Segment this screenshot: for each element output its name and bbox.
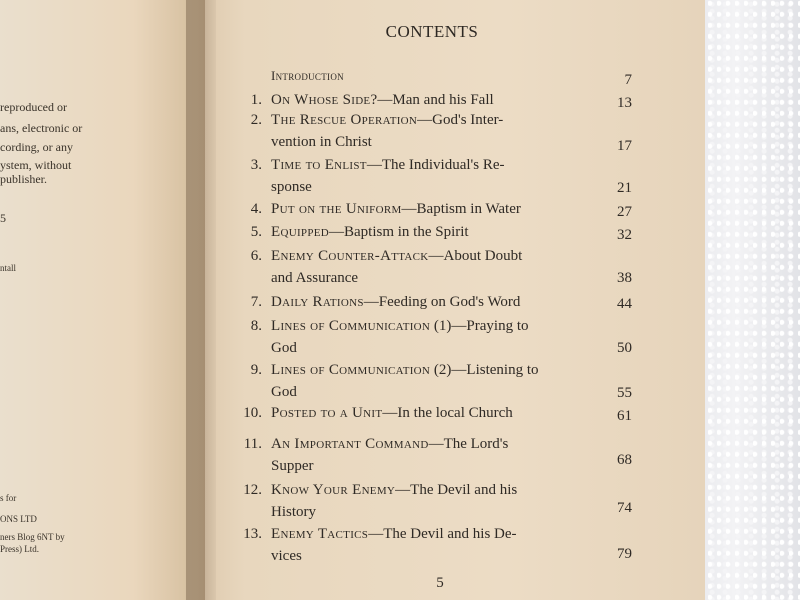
toc-entry-line [271,294,520,311]
left-line: 5 [0,211,6,225]
toc-entry-number: 4. [250,201,262,217]
toc-entry-number: 5. [250,224,262,240]
toc-entry-number: 2. [250,112,262,128]
left-line: reproduced or [0,100,67,114]
toc-entry-title: Time to Enlist [271,157,367,173]
toc-entry-title: Enemy Tactics [271,526,369,542]
toc-entry-subtitle: —Baptism in Water [401,201,521,217]
toc-entry-page: 27 [617,204,632,220]
toc-entry-subtitle: —About Doubt [428,248,523,264]
toc-entry-line [271,112,503,129]
toc-entry-subtitle: —The Individual's Re- [366,157,505,173]
toc-entry-line [271,436,508,453]
toc-entry-number: 3. [250,157,262,173]
toc-entry-page: 44 [617,296,632,312]
toc-entry-line [271,405,513,422]
left-page-copyright-text [0,0,200,600]
toc-entry-title: An Important Command [271,436,429,452]
toc-entry-title: Equipped [271,224,330,240]
toc-entry-continuation: and Assurance [271,270,359,286]
left-line: ans, electronic or [0,121,83,135]
toc-entry-title: Know Your Enemy [271,482,396,498]
toc-entry-page: 21 [617,180,632,196]
toc-entry-page: 74 [617,500,632,516]
toc-entry-continuation: Supper [271,458,314,474]
toc-entry-subtitle: —Man and his Fall [377,92,494,108]
toc-entry-subtitle: —The Devil and his [395,482,518,498]
toc-entry-title: Introduction [271,68,344,83]
toc-entry-page: 32 [617,227,632,243]
left-line: ntall [0,263,16,273]
toc-entry-continuation: vices [271,548,302,564]
toc-entry-line [271,224,469,241]
toc-entry-line [271,482,517,499]
toc-entry-subtitle: (1)—Praying to [430,318,529,334]
toc-entry-page: 61 [617,408,632,424]
toc-entry-page: 13 [617,95,632,111]
toc-entry-subtitle: (2)—Listening to [430,362,539,378]
toc-entry-title: On Whose Side? [271,92,378,108]
toc-entry-page: 79 [617,546,632,562]
toc-entry-number: 9. [250,362,262,378]
toc-entry-title: Enemy Counter-Attack [271,248,429,264]
left-line: cording, or any [0,140,73,154]
toc-entry-title: Lines of Communication [271,318,431,334]
toc-entry-line [271,526,517,543]
toc-entry-subtitle: —The Lord's [428,436,509,452]
toc-entry-continuation: God [271,384,297,400]
toc-entry-subtitle: —Feeding on God's Word [363,294,521,310]
page-number: 5 [436,575,444,591]
left-bottom-line: ners Blog 6NT by [0,532,65,542]
background-fabric [690,0,800,600]
toc-entry-number: 11. [243,436,262,452]
book-gutter [186,0,216,600]
left-bottom-line: ONS LTD [0,514,37,524]
toc-entry-title: Put on the Uniform [271,201,402,217]
toc-entry-title: Lines of Communication [271,362,431,378]
toc-entry-number: 8. [250,318,262,334]
toc-entry-number: 7. [250,294,262,310]
toc-entry-continuation: vention in Christ [271,134,372,150]
toc-entry-line [271,68,344,85]
toc-entry-number: 13. [243,526,262,542]
toc-entry-number: 10. [243,405,262,421]
toc-entry-number: 6. [250,248,262,264]
toc-entry-line [271,318,529,335]
left-bottom-line: Press) Ltd. [0,544,39,554]
toc-entry-title: Daily Rations [271,294,364,310]
left-line: ystem, without [0,158,72,172]
toc-entry-title: Posted to a Unit [271,405,383,421]
toc-entry-subtitle: —Baptism in the Spirit [329,224,469,240]
toc-entry-page: 50 [617,340,632,356]
toc-entry-title: The Rescue Operation [271,112,418,128]
toc-entry-continuation: God [271,340,297,356]
toc-entry-line [271,248,522,265]
toc-entry-line [271,201,521,218]
toc-entry-line [271,362,539,379]
contents-title: CONTENTS [385,22,479,41]
toc-entry-subtitle: —The Devil and his De- [368,526,517,542]
toc-entry-subtitle: —In the local Church [382,405,513,421]
toc-entry-page: 38 [617,270,632,286]
toc-entry-subtitle: —God's Inter- [417,112,504,128]
toc-entry-page: 17 [617,138,632,154]
toc-entry-number: 1. [250,92,262,108]
toc-entry-line [271,92,494,109]
toc-entry-page: 7 [624,72,632,88]
toc-entry-page: 55 [617,385,632,401]
toc-entry-number: 12. [243,482,262,498]
toc-entry-page: 68 [617,452,632,468]
left-page [0,0,205,600]
left-bottom-line: s for [0,493,17,503]
left-line: publisher. [0,172,47,186]
toc-entry-line [271,157,505,174]
toc-entry-continuation: sponse [271,179,312,195]
toc-entry-continuation: History [271,504,316,520]
